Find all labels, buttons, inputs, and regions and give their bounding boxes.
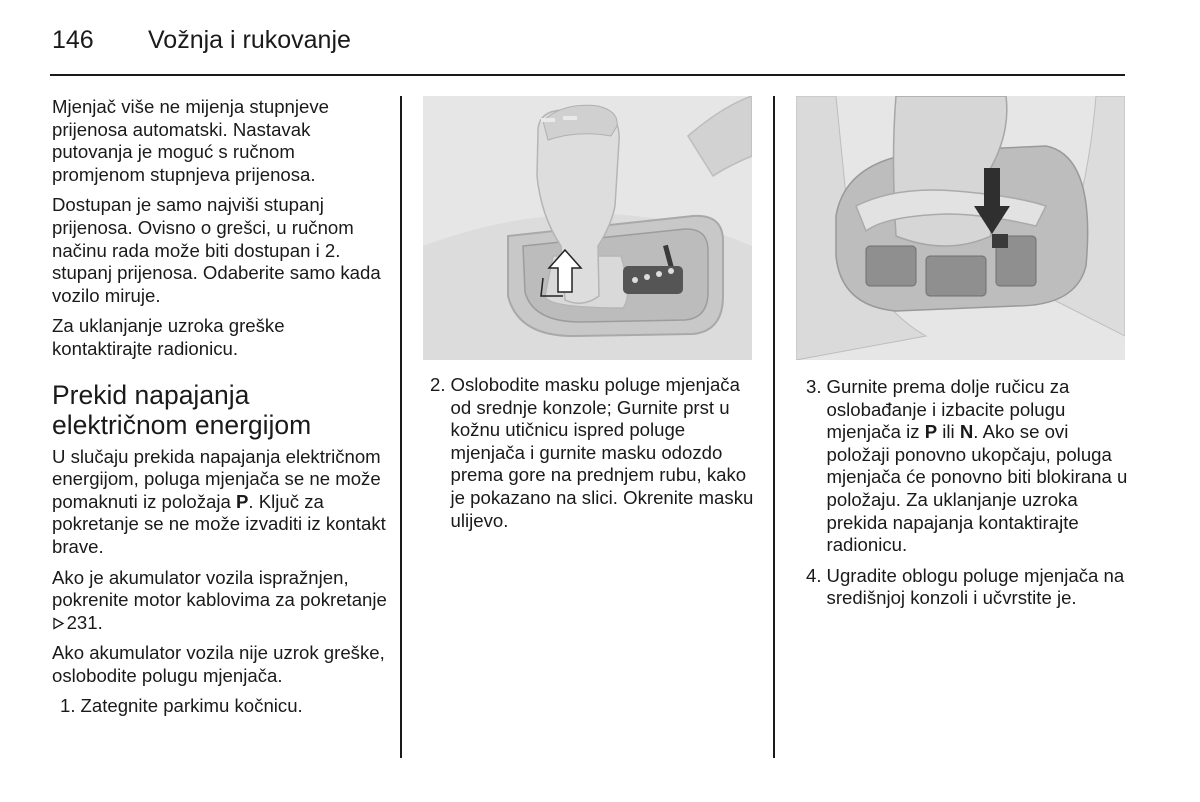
paragraph-6: Ako akumulator vozila nije uzrok greške, oslobodite polugu mjenjača. [52,642,385,686]
column-2 [430,374,760,540]
paragraph-3: Za uklanjanje uzroka greške kontaktirajte radionicu. [52,315,285,359]
gear-lever-illustration [423,96,752,360]
column-divider-2 [773,96,775,758]
step-4-text: Ugradite oblogu poluge mjenjača na središnjoj konzoli i učvrstite je. [826,564,1125,609]
step-1-number: 1. [60,695,76,717]
paragraph-1: Mjenjač više ne mijenja stupnjeve prijenosa automatski. Nastavak putovanja je moguć s ručnom promjenom stupnjeva prijenosa. [52,96,329,185]
step-1-text: Zategnite parkimu kočnicu. [80,695,303,717]
header-rule [50,74,1125,76]
step-2 [430,374,760,532]
figure-gear-lever [423,96,752,360]
step-1 [52,695,387,718]
paragraph-4-text-c: . Ključ za pokretanje se ne može izvaditi iz kontakt brave. [52,490,386,557]
paragraph-5-text-a: Ako je akumulator vozila ispražnjen, pokrenite motor kablovima za pokretanje [52,566,387,611]
column-3 [806,376,1136,618]
step-4 [806,565,1136,610]
step-2-text: Oslobodite masku poluge mjenjača od srednje konzole; Gurnite prst u kožnu utičnicu ispred poluge mjenjača i gurnite masku odozdo prema gore na prednjem rubu, kako je pokazano na slici. Okrenite masku ulijevo. [450,374,754,531]
step-3-text-b: ili [937,421,960,443]
position-p-label: P [235,490,249,512]
step-3-text-a: Gurnite prema dolje ručicu za oslobađanje i izbacite polugu mjenjača iz [826,376,1070,443]
paragraph-2: Dostupan je samo najviši stupanj prijenosa. Ovisno o grešci, u ručnom načinu rada može biti dostupan i 2. stupanj prijenosa. Odaberite samo kada vozilo miruje. [52,194,381,306]
paragraph-4 [52,446,387,559]
step-3-text-c: . Ako se ovi položaji ponovno ukopčaju, poluga mjenjača će ponovno biti blokirana u položaju. Za uklanjanje uzroka prekida napajanja kontaktirajte radionicu. [826,421,1128,556]
column-divider-1 [400,96,402,758]
section-title: Vožnja i rukovanje [148,26,351,54]
figure-release-lever [796,96,1125,360]
step-4-number: 4. [806,564,822,586]
step-3-number: 3. [806,376,822,397]
paragraph-4-text-a: U slučaju prekida napajanja električnom energijom, poluga mjenjača se ne može pomaknuti iz položaja [52,445,381,512]
release-lever-illustration [796,96,1125,360]
paragraph-5-text-c: . [97,611,103,633]
position-n-label: N [959,421,974,443]
step-3-text [827,376,1136,557]
step-2-number: 2. [430,374,446,395]
page-reference-link[interactable]: 231 [66,611,98,633]
column-1 [52,96,387,726]
step-3 [806,376,1136,557]
page-reference-icon [52,612,65,635]
paragraph-5 [52,567,387,635]
subheading-power-failure: Prekid napajanja električnom energijom [52,379,312,440]
position-p-label: P [924,421,938,443]
page-number: 146 [52,26,94,54]
